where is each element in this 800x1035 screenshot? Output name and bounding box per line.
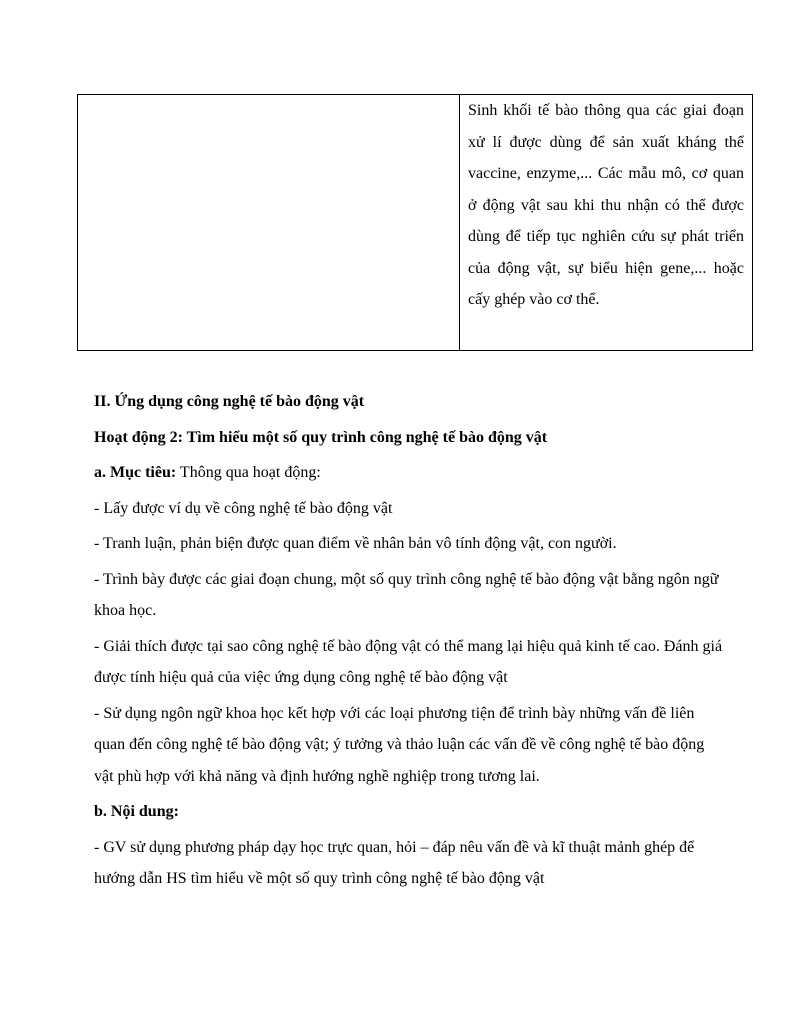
objective-paragraph (94, 457, 724, 489)
section-title: II. Ứng dụng công nghệ tế bào động vật (94, 393, 365, 410)
objective-item: - Sử dụng ngôn ngữ khoa học kết hợp với các loại phương tiện để trình bày những vấn đề liên quan đến công nghệ tế bào động vật; ý tưởng và thảo luận các vấn đề về công nghệ tế bào động vật phù hợp với khả năng và định hướng nghề nghiệp trong tương lai. (94, 704, 705, 785)
objective-item: - Tranh luận, phản biện được quan điểm về nhân bản vô tính động vật, con người. (94, 535, 617, 552)
content-table (77, 94, 753, 351)
section-content (94, 386, 724, 895)
table-right-cell: Sinh khối tế bào thông qua các giai đoạn xử lí được dùng để sản xuất kháng thể vaccine, enzyme,... Các mẫu mô, cơ quan ở động vật sau khi thu nhận có thể được dùng để tiếp tục nghiên cứu sự phát triển của động vật, sự biểu hiện gene,... hoặc cấy ghép vào cơ thể. (468, 102, 744, 308)
objective-intro: Thông qua hoạt động: (176, 464, 321, 481)
objective-item: - Giải thích được tại sao công nghệ tế bào động vật có thể mang lại hiệu quả kinh tế cao. Đánh giá được tính hiệu quả của việc ứng dụng công nghệ tế bào động vật (94, 637, 723, 686)
objective-item: - Trình bày được các giai đoạn chung, một số quy trình công nghệ tế bào động vật bằng ngôn ngữ khoa học. (94, 570, 719, 619)
content-item: - GV sử dụng phương pháp dạy học trực quan, hỏi – đáp nêu vấn đề và kĩ thuật mảnh ghép để hướng dẫn HS tìm hiểu về một số quy trình công nghệ tế bào động vật (94, 838, 695, 887)
objective-label: a. Mục tiêu: (94, 464, 177, 481)
objective-item: - Lấy được ví dụ về công nghệ tế bào động vật (94, 499, 393, 517)
table-left-cell (78, 95, 460, 350)
activity-title: Hoạt động 2: Tìm hiểu một số quy trình công nghệ tế bào động vật (94, 428, 548, 446)
content-label: b. Nội dung: (94, 803, 179, 820)
